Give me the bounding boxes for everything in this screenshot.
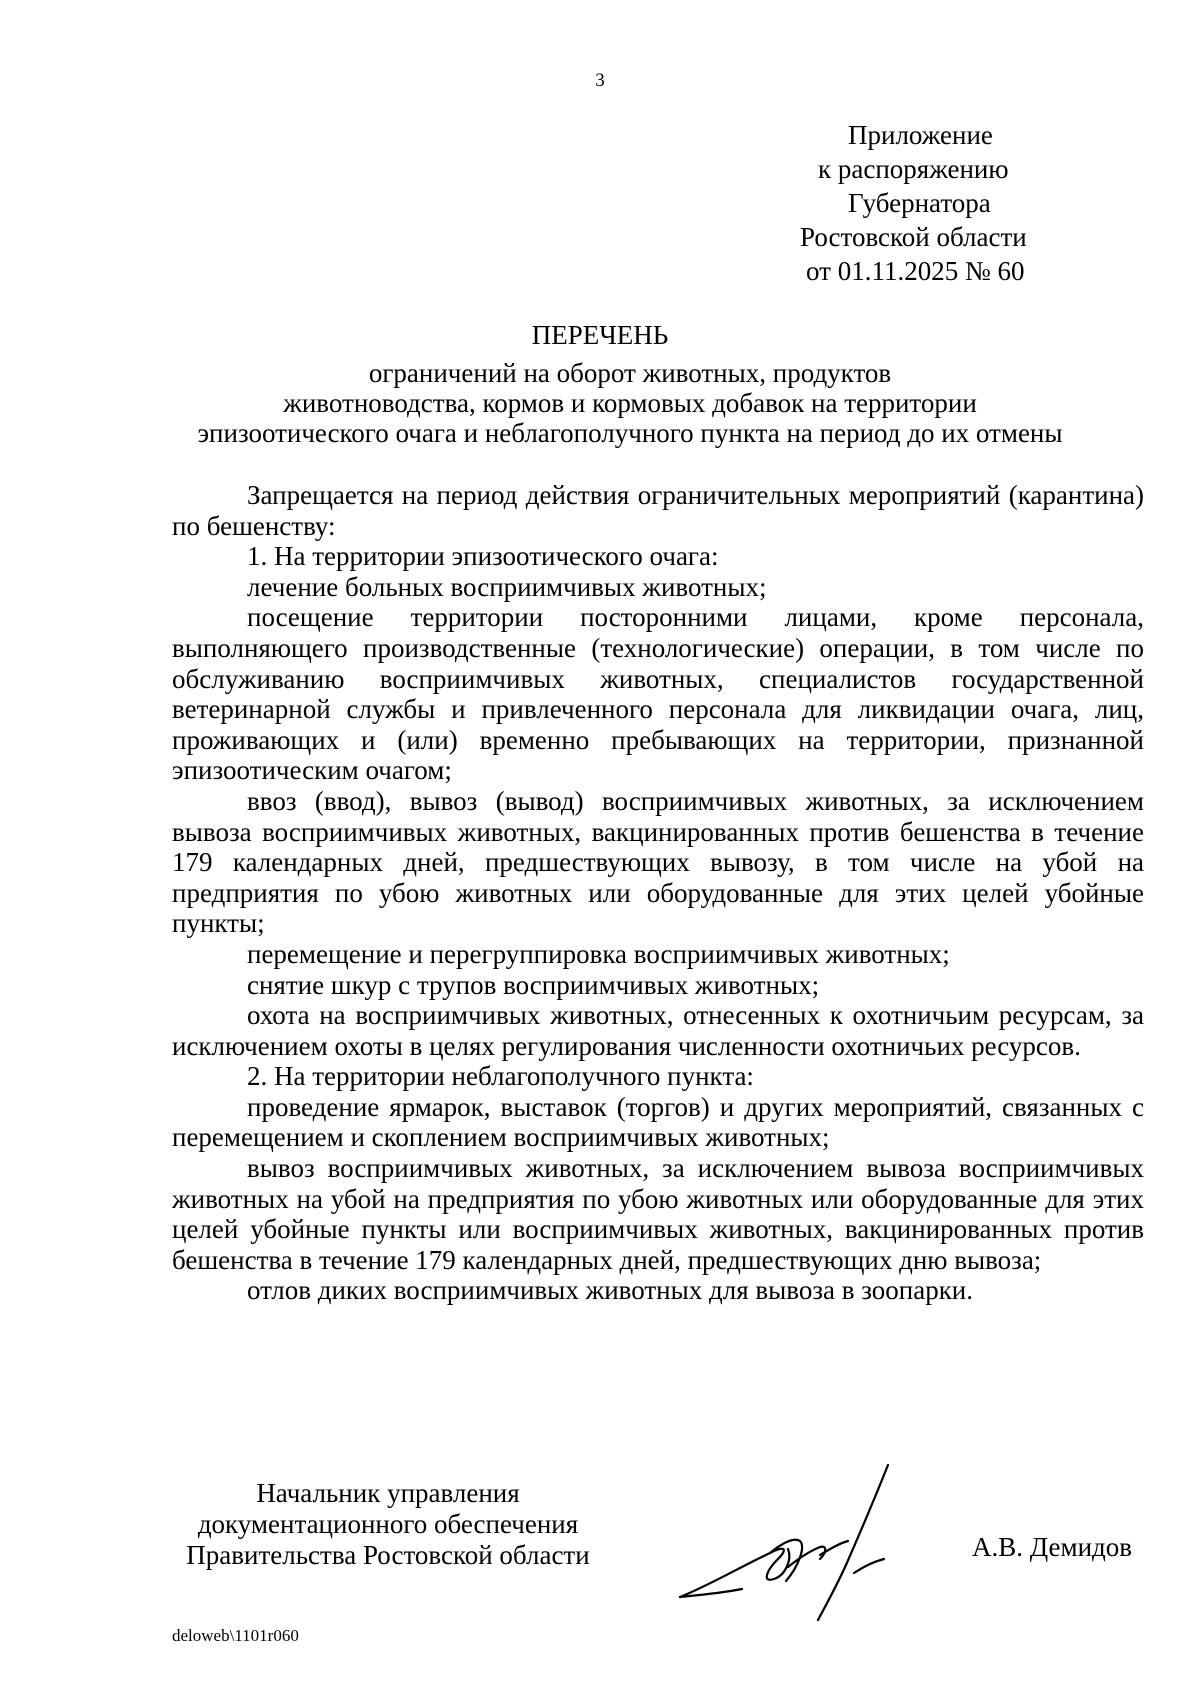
signer-name: А.В. Демидов xyxy=(972,1532,1133,1562)
list-item: проведение ярмарок, выставок (торгов) и других мероприятий, связанных с перемещением и скоплением восприимчивых животных; xyxy=(172,1091,1144,1153)
appendix-line: Губернатора xyxy=(848,188,991,218)
page-number: 3 xyxy=(595,70,605,91)
position-line: документационного обеспечения xyxy=(197,1509,579,1539)
list-item: вывоз восприимчивых животных, за исключением вывоза восприимчивых животных на убой на предприятия по убою животных или оборудованные для этих целей убойные пункты или восприимчивых животных, вакцинированных против бешенства в течение 179 календарных дней, предшествующих дню вывоза; xyxy=(172,1153,1144,1275)
subtitle-line: эпизоотического очага и неблагополучного пункта на период до их отмены xyxy=(197,418,1063,448)
subtitle-line: ограничений на оборот животных, продуктов xyxy=(368,358,892,388)
list-item: охота на восприимчивых животных, отнесенных к охотничьим ресурсам, за исключением охоты в целях регулирования численности охотничьих ресурсов. xyxy=(172,1000,1144,1061)
signatory-position xyxy=(168,1478,608,1571)
list-item: посещение территории посторонними лицами, кроме персонала, выполняющего производственные (технологические) операции, в том числе по обслуживанию восприимчивых животных, специалистов государственной ветеринарной службы и привлеченного персонала для ликвидации очага, лиц, проживающих и (или) временно пребывающих на территории, признанной эпизоотическим очагом; xyxy=(172,602,1144,786)
section-heading: 1. На территории эпизоотического очага: xyxy=(247,541,719,572)
appendix-block xyxy=(790,118,1190,288)
section-heading: 2. На территории неблагополучного пункта: xyxy=(247,1061,754,1092)
appendix-line: Приложение xyxy=(848,120,993,150)
intro-paragraph: Запрещается на период действия ограничительных мероприятий (карантина) по бешенству: xyxy=(172,480,1144,541)
list-item: отлов диких восприимчивых животных для вывоза в зоопарки. xyxy=(247,1275,974,1306)
list-item: ввоз (ввод), вывоз (вывод) восприимчивых животных, за исключением вывоза восприимчивых животных, вакцинированных против бешенства в течение 179 календарных дней, предшествующих вывозу, в том числе на убой на предприятия по убою животных или оборудованные для этих целей убойные пункты; xyxy=(172,785,1144,939)
appendix-line: к распоряжению xyxy=(818,154,1009,184)
document-subtitle xyxy=(170,358,1090,448)
position-line: Правительства Ростовской области xyxy=(186,1540,590,1570)
appendix-date-number: от 01.11.2025 № 60 xyxy=(806,256,1025,286)
document-reference: deloweb\1101r060 xyxy=(172,1626,299,1645)
list-item: снятие шкур с трупов восприимчивых животных; xyxy=(247,969,820,1000)
appendix-line: Ростовской области xyxy=(800,222,1027,252)
subtitle-line: животноводства, кормов и кормовых добавок на территории xyxy=(283,388,977,418)
document-body xyxy=(172,480,1144,1306)
handwritten-signature xyxy=(670,1455,940,1625)
position-line: Начальник управления xyxy=(256,1478,520,1508)
document-title: ПЕРЕЧЕНЬ xyxy=(531,320,669,350)
list-item: перемещение и перегруппировка восприимчивых животных; xyxy=(247,938,950,969)
list-item: лечение больных восприимчивых животных; xyxy=(247,571,767,602)
